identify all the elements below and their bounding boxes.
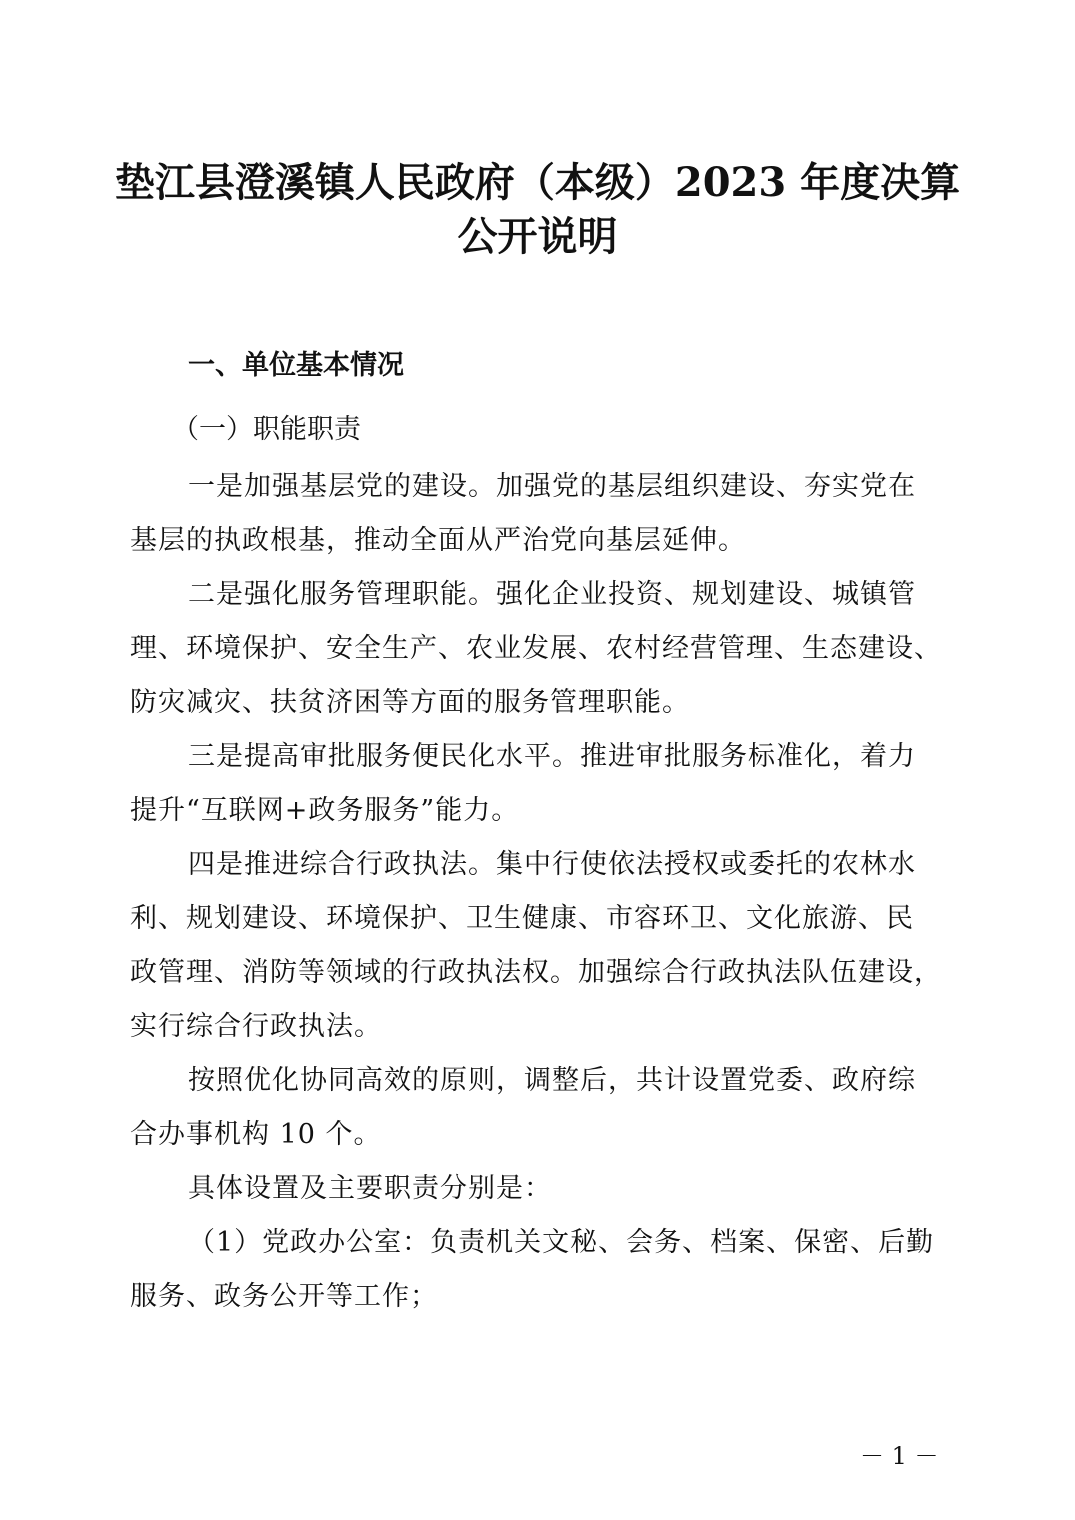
paragraph-line: 合办事机构 10 个。 [130,1119,382,1150]
paragraph-line: 理、环境保护、安全生产、农业发展、农村经营管理、生态建设、 [130,633,942,664]
paragraph-line: 按照优化协同高效的原则，调整后，共计设置党委、政府综 [188,1065,916,1096]
paragraph-line: 二是强化服务管理职能。强化企业投资、规划建设、城镇管 [188,579,916,610]
paragraph-line: 三是提高审批服务便民化水平。推进审批服务标准化，着力 [188,741,916,772]
paragraph-line: 四是推进综合行政执法。集中行使依法授权或委托的农林水 [188,849,916,880]
paragraph-line: 防灾减灾、扶贫济困等方面的服务管理职能。 [130,687,690,718]
paragraph-line: 利、规划建设、环境保护、卫生健康、市容环卫、文化旅游、民 [130,903,914,934]
paragraph-line: 政管理、消防等领域的行政执法权。加强综合行政执法队伍建设， [130,957,942,988]
paragraph-line: 服务、政务公开等工作； [130,1281,438,1312]
subsection-heading: （一）职能职责 [172,414,361,445]
paragraph-line: （1）党政办公室：负责机关文秘、会务、档案、保密、后勤 [188,1227,935,1258]
paragraph-line: 实行综合行政执法。 [130,1011,382,1042]
page-number: － 1 － [860,1442,939,1470]
document-title-line-1: 垫江县澄溪镇人民政府（本级）2023 年度决算 [114,159,961,206]
paragraph-line: 一是加强基层党的建设。加强党的基层组织建设、夯实党在 [188,471,916,502]
paragraph-line: 基层的执政根基，推动全面从严治党向基层延伸。 [130,525,746,556]
paragraph-line: 具体设置及主要职责分别是： [188,1173,552,1204]
section-heading: 一、单位基本情况 [188,350,404,381]
document-title-line-2: 公开说明 [457,213,618,260]
paragraph-line: 提升“互联网+政务服务”能力。 [130,795,520,826]
